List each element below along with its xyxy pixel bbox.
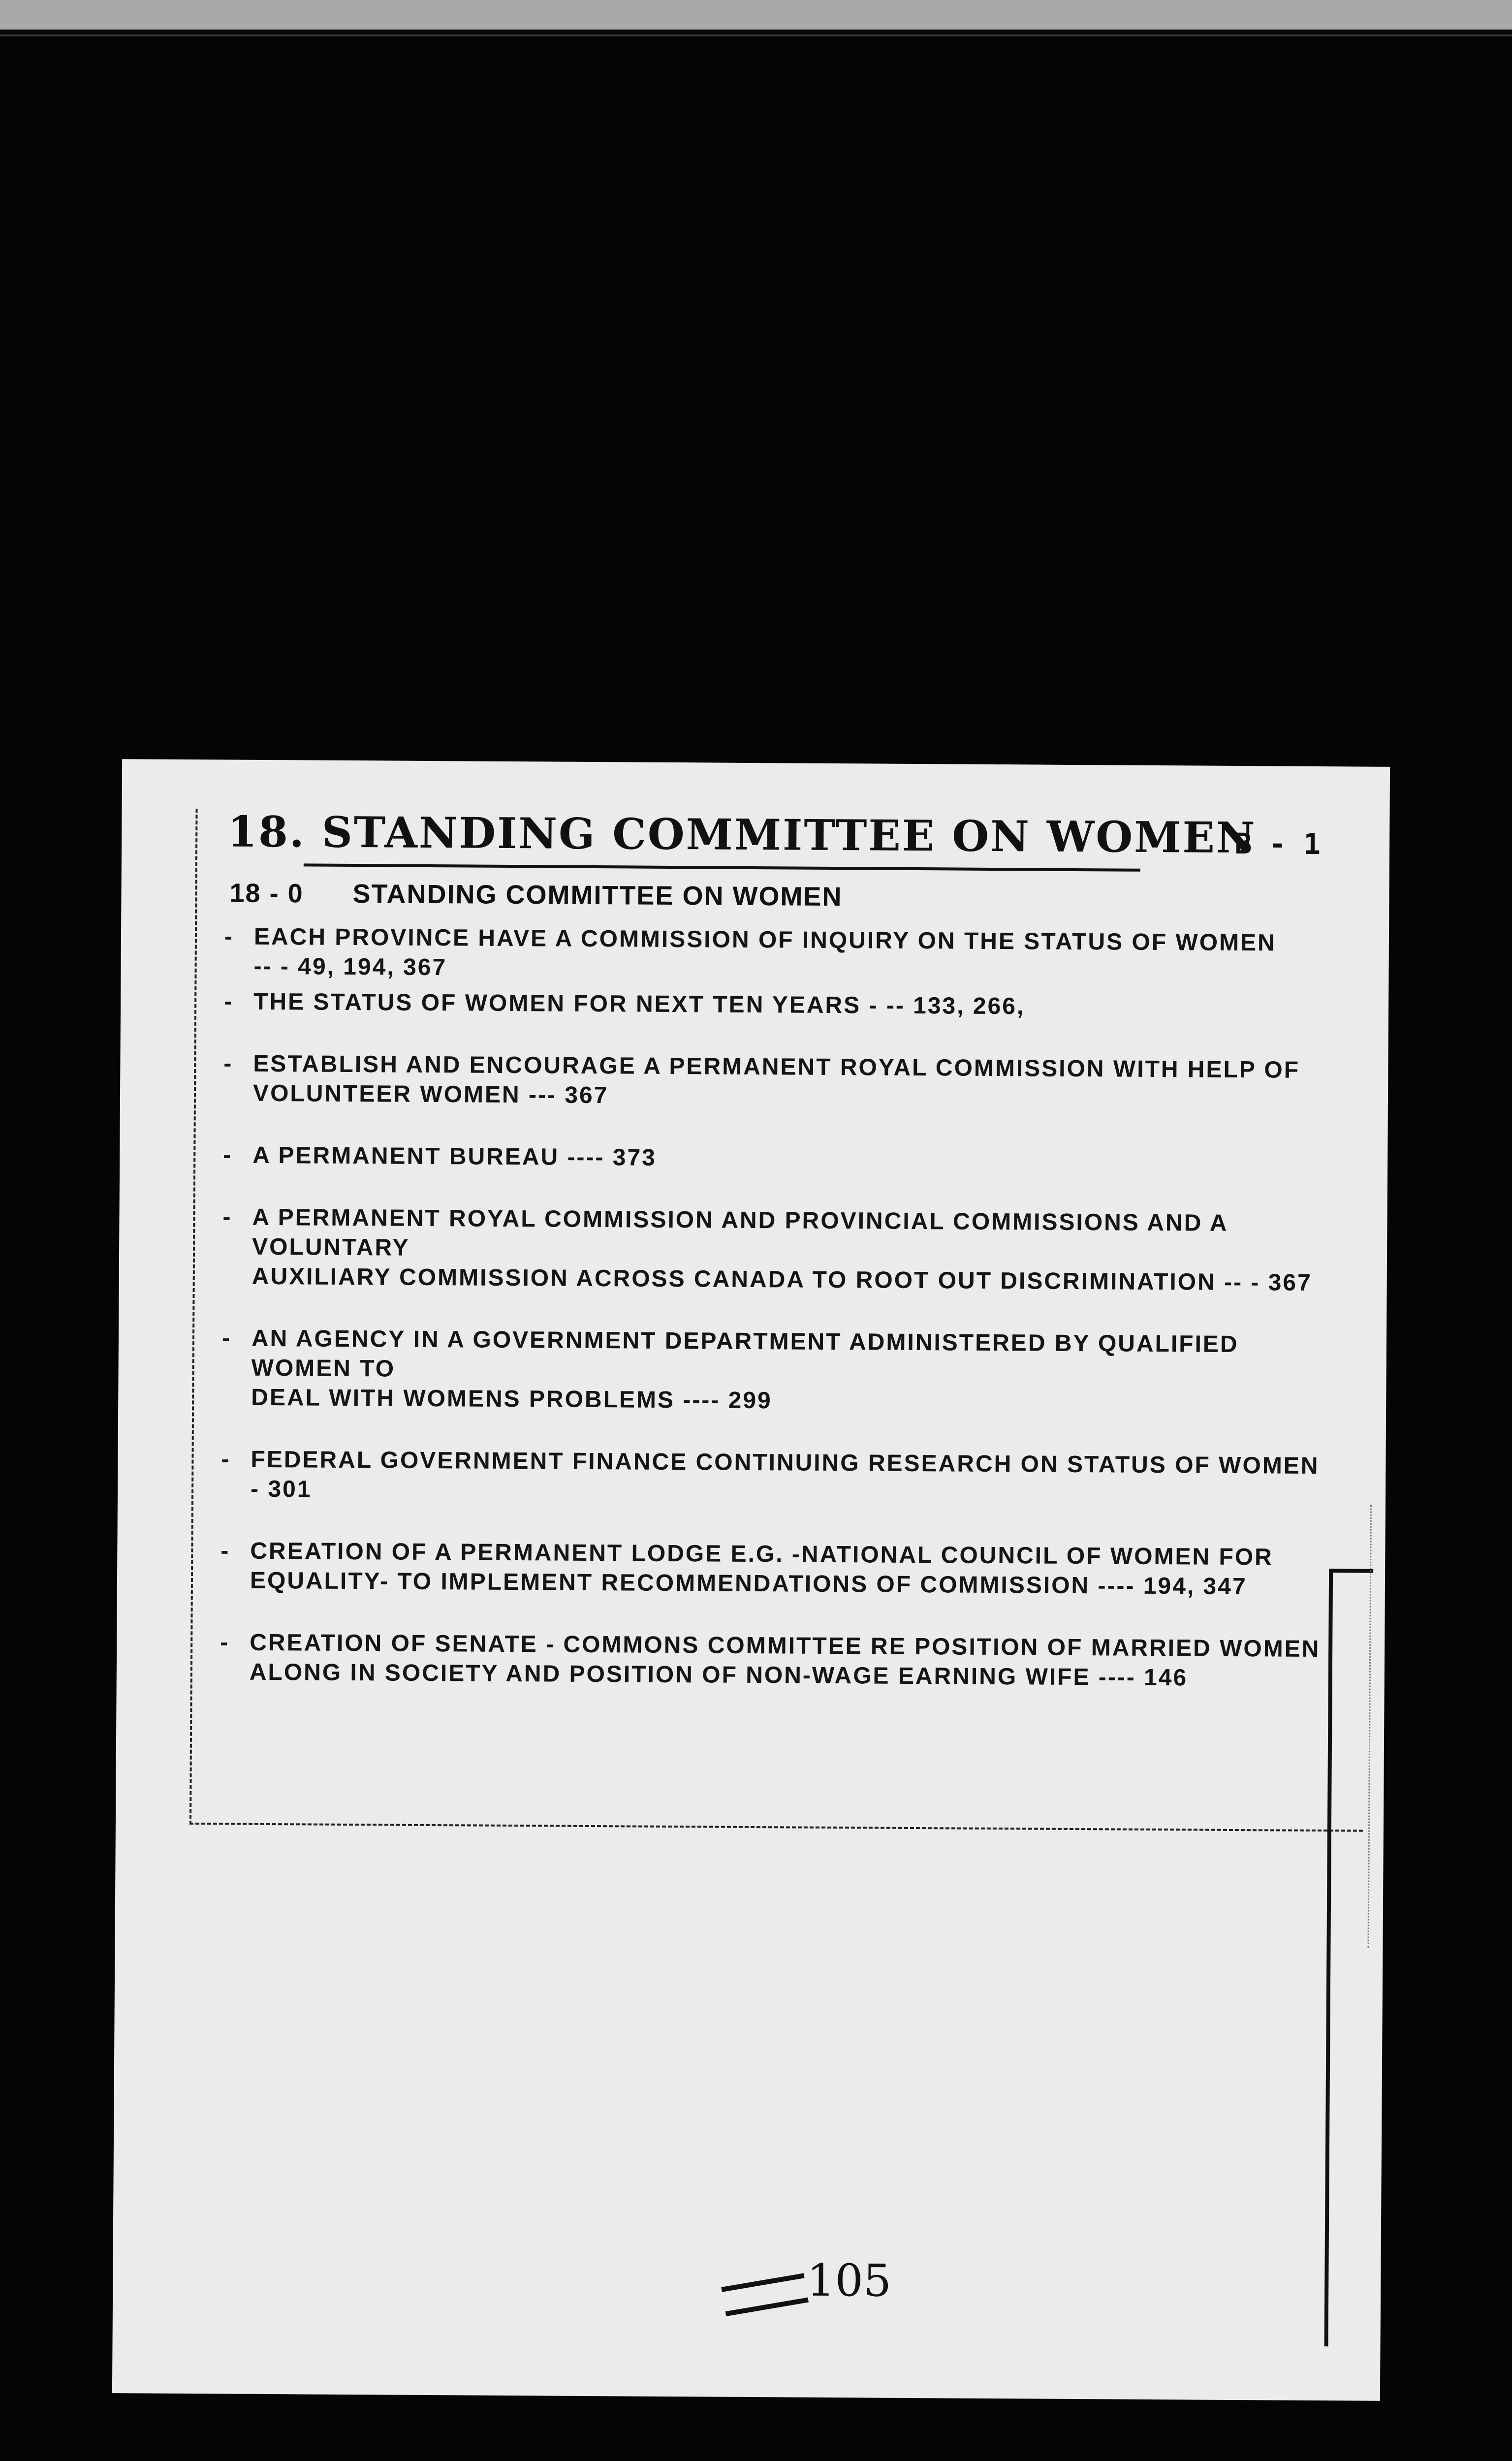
entry-dash: - <box>220 1538 230 1564</box>
entry-dash: - <box>221 1325 232 1352</box>
list-item <box>224 922 1332 988</box>
entry-dash: - <box>222 1204 232 1230</box>
entry-line: EQUALITY- TO IMPLEMENT RECOMMENDATIONS OF COMMISSION ---- 194, 347 <box>250 1567 1247 1600</box>
list-item <box>223 1140 1330 1177</box>
entry-line: THE STATUS OF WOMEN FOR NEXT TEN YEARS - -- 133, 266, <box>253 988 1025 1020</box>
entry-dash: - <box>224 923 234 950</box>
entry-dash: - <box>223 1142 233 1168</box>
entry-dash: - <box>221 1446 231 1473</box>
entry-line: VOLUNTEER WOMEN --- 367 <box>252 1080 609 1109</box>
page-code: B - 1 <box>1234 826 1321 861</box>
list-item <box>221 1445 1329 1511</box>
list-item <box>220 1628 1328 1694</box>
entry-line: CREATION OF SENATE - COMMONS COMMITTEE RE POSITION OF MARRIED WOMEN <box>250 1629 1321 1663</box>
film-top-strip <box>0 0 1512 30</box>
list-item <box>222 1202 1330 1298</box>
entry-line: AUXILIARY COMMISSION ACROSS CANADA TO ROOT OUT DISCRIMINATION -- - 367 <box>252 1263 1312 1296</box>
entry-line: A PERMANENT ROYAL COMMISSION AND PROVINCIAL COMMISSIONS AND A VOLUNTARY <box>252 1204 1228 1261</box>
entry-dash: - <box>223 1050 233 1077</box>
entry-dash: - <box>220 1629 230 1656</box>
entry-list <box>220 922 1332 1726</box>
section-heading <box>229 878 842 913</box>
list-item <box>224 987 1331 1023</box>
page-number <box>684 2254 891 2307</box>
handwritten-title: 18. STANDING COMMITTEE ON WOMEN <box>227 807 1257 863</box>
page-number-text: 105 <box>806 2254 892 2307</box>
entry-line: ESTABLISH AND ENCOURAGE A PERMANENT ROYAL COMMISSION WITH HELP OF <box>253 1050 1300 1083</box>
list-item <box>223 1049 1331 1115</box>
section-number: 18 - 0 <box>229 878 304 909</box>
entry-line: ALONG IN SOCIETY AND POSITION OF NON-WAGE EARNING WIFE ---- 146 <box>249 1659 1188 1691</box>
entry-line: EACH PROVINCE HAVE A COMMISSION OF INQUIRY ON THE STATUS OF WOMEN <box>253 923 1276 956</box>
film-top-border <box>0 34 1512 36</box>
entry-line: AN AGENCY IN A GOVERNMENT DEPARTMENT ADMINISTERED BY QUALIFIED WOMEN TO <box>251 1325 1239 1382</box>
entry-dash: - <box>223 988 234 1015</box>
list-item <box>220 1536 1328 1602</box>
entry-line: A PERMANENT BUREAU ---- 373 <box>252 1142 657 1171</box>
entry-line: FEDERAL GOVERNMENT FINANCE CONTINUING RESEARCH ON STATUS OF WOMEN - 301 <box>250 1446 1320 1503</box>
list-item <box>221 1324 1329 1419</box>
entry-line: CREATION OF A PERMANENT LODGE E.G. -NATIONAL COUNCIL OF WOMEN FOR <box>250 1538 1273 1571</box>
section-title: STANDING COMMITTEE ON WOMEN <box>352 879 843 912</box>
index-card <box>112 759 1390 2401</box>
entry-line: DEAL WITH WOMENS PROBLEMS ---- 299 <box>251 1384 772 1414</box>
entry-line: -- - 49, 194, 367 <box>253 953 447 981</box>
bracket-mark-top <box>1329 1569 1373 1573</box>
